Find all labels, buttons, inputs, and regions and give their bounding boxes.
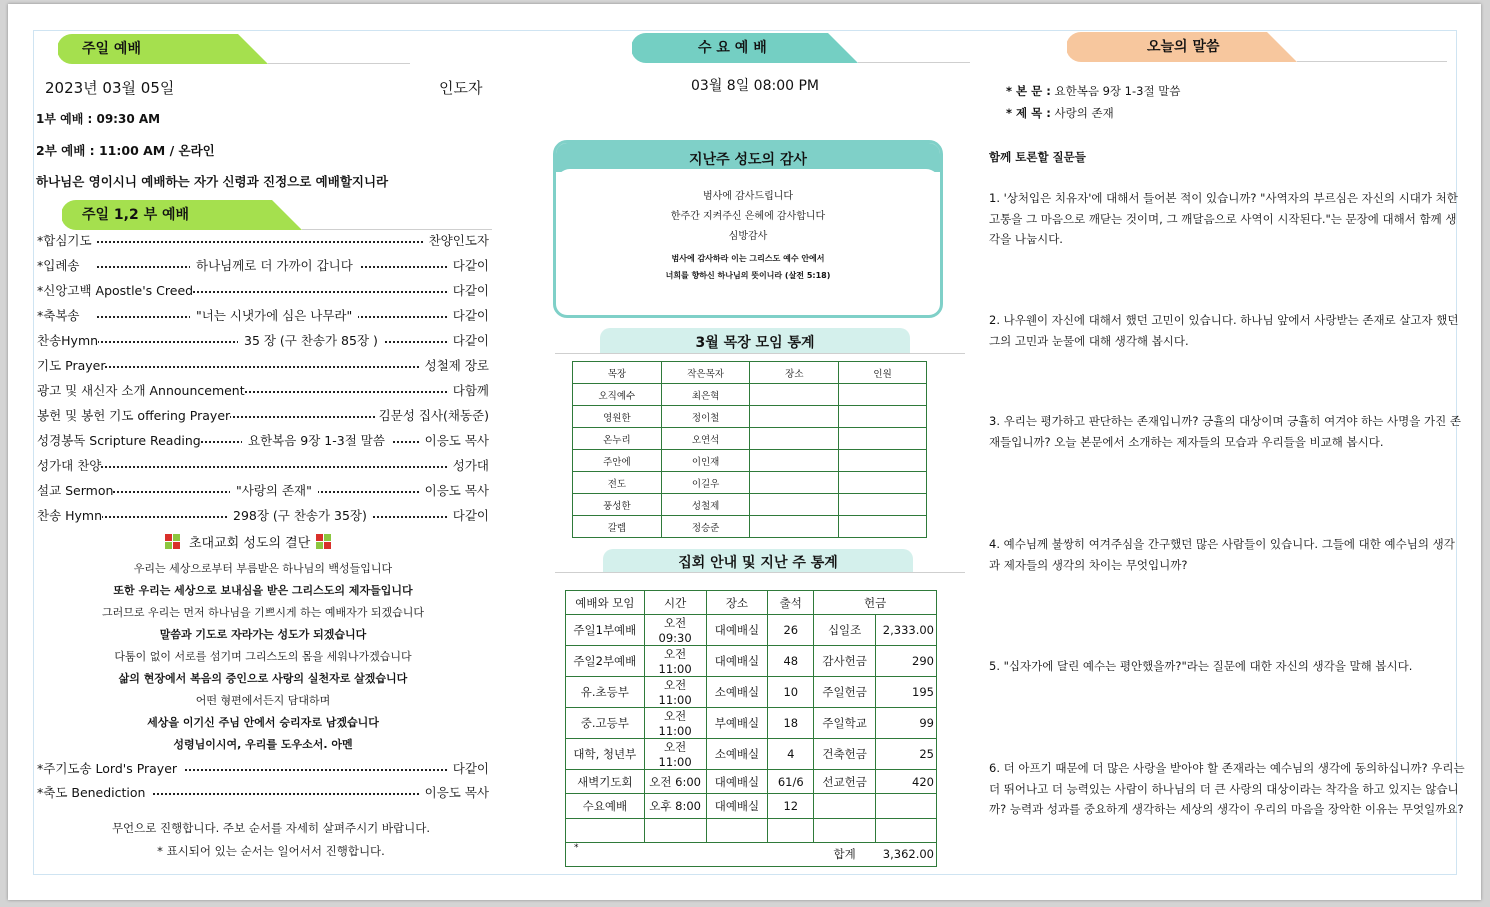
table-row — [573, 450, 927, 472]
service1-info — [36, 110, 160, 127]
table-cell: 소예배실 — [706, 739, 768, 770]
thanks-verse: 범사에 감사하라 이는 그리스도 예수 안에서 — [671, 254, 825, 263]
todays-word-tab — [1067, 32, 1297, 62]
table-cell: 이길우 — [661, 472, 750, 494]
table-row — [573, 406, 927, 428]
table-cell — [814, 794, 876, 818]
wednesday-service-tab — [632, 33, 858, 63]
creed-title-row — [165, 532, 334, 551]
table-cell — [839, 494, 927, 516]
table-row — [566, 708, 937, 739]
table-cell: 2,333.00 — [875, 615, 936, 646]
discussion-question: 3. 우리는 평가하고 판단하는 존재입니까? 긍휼의 대상이며 긍휼히 여겨야 하는 사명을 가진 존재들입니까? 오늘 본문에서 소개하는 제자들의 모습과 우리들을 비교해 봅시다. — [989, 414, 1461, 449]
header-cell: 예배와 모임 — [566, 591, 645, 615]
table-cell: 주안에 — [573, 450, 662, 472]
discussion-question: 4. 예수님께 불쌍히 여겨주심을 간구했던 많은 사람들이 있습니다. 그들에 대한 예수님의 생각과 제자들의 생각의 차이는 무엇입니까? — [989, 537, 1455, 572]
table-cell: 새벽기도회 — [566, 770, 645, 794]
table-cell: 48 — [768, 646, 814, 677]
header-cell: 장소 — [750, 362, 839, 384]
footer-note: * 표시되어 있는 순서는 일어서서 진행합니다. — [157, 844, 385, 858]
order-item: *축복송 — [37, 306, 79, 326]
order-item: *축도 Benediction — [37, 783, 151, 803]
table-cell: 오전 11:00 — [644, 677, 706, 708]
order-item: *신앙고백 Apostle's Creed — [37, 281, 193, 301]
table-cell — [750, 450, 839, 472]
header-cell: 출석 — [768, 591, 814, 615]
sunday-service-tab — [58, 34, 268, 64]
table-header-row — [566, 591, 937, 615]
order-detail: "너는 시냇가에 심은 나무라" — [190, 306, 358, 326]
table-cell: 대예배실 — [706, 646, 768, 677]
table-cell: 290 — [875, 646, 936, 677]
order-leader: 이응도 목사 — [421, 481, 489, 501]
order-leader: 김문성 집사(채동준) — [375, 406, 489, 426]
order-leader: 다같이 — [449, 506, 489, 526]
thanks-line: 한주간 지켜주신 은혜에 감사합니다 — [670, 211, 826, 222]
table-cell: 25 — [875, 739, 936, 770]
total-note: * — [566, 842, 814, 866]
church-icon — [316, 534, 334, 550]
table-cell: 오전 09:30 — [644, 615, 706, 646]
leader-dots — [97, 241, 459, 243]
table-row — [573, 472, 927, 494]
order-leader: 성철제 장로 — [421, 356, 489, 376]
order-item: 설교 Sermon — [37, 481, 113, 501]
order-item: 봉헌 및 봉헌 기도 offering Prayer — [37, 406, 230, 426]
leader-label: 인도자 — [439, 79, 483, 97]
order-item: 찬송Hymn — [37, 331, 98, 351]
thanks-verse: 너희를 향하신 하나님의 뜻이니라 (살전 5:18) — [665, 271, 831, 280]
creed-line: 그러므로 우리는 먼저 하나님을 기쁘시게 하는 예배자가 되겠습니다 — [101, 606, 424, 619]
table-cell — [750, 428, 839, 450]
table-cell: 오전 11:00 — [644, 708, 706, 739]
table-total-row — [566, 842, 937, 866]
tab-underline — [268, 63, 410, 64]
meeting-title: 집회 안내 및 지난 주 통계 — [678, 555, 838, 571]
order-row — [37, 356, 489, 376]
table-cell: 풍성한 — [573, 494, 662, 516]
discussion-question: 5. "십자가에 달린 예수는 평안했을까?"라는 질문에 대한 자신의 생각을 말해 봅시다. — [989, 659, 1413, 673]
order-row — [37, 456, 489, 476]
table-cell: 61/6 — [768, 770, 814, 794]
service2-info — [36, 141, 215, 159]
table-cell: 주일학교 — [814, 708, 876, 739]
discussion-question: 1. '상처입은 치유자'에 대해서 들어본 적이 있습니까? "사역자의 부르심은 자신의 시대가 처한 고통을 그 마음으로 깨닫는 것이며, 그 깨달음으로 사역이 시작된다."는 문장에 대해서 함께 생각을 나눕시다. — [989, 191, 1458, 246]
discussion-title: 함께 토론할 질문들 — [989, 150, 1086, 164]
order-item: 기도 Prayer — [37, 356, 105, 376]
table-cell — [875, 794, 936, 818]
table-row — [566, 739, 937, 770]
order-row — [37, 381, 489, 401]
meeting-stats-table — [565, 590, 937, 867]
order-item: 찬송 Hymn — [37, 506, 102, 526]
order-detail: 요한복음 9장 1-3절 말씀 — [242, 431, 391, 451]
table-row — [566, 818, 937, 842]
table-cell: 건축헌금 — [814, 739, 876, 770]
todays-word-title: 오늘의 말씀 — [1147, 39, 1220, 55]
table-cell: 정승준 — [661, 516, 750, 538]
table-cell: 오전 11:00 — [644, 739, 706, 770]
order-item: *입례송 — [37, 256, 79, 276]
table-cell: 갈렙 — [573, 516, 662, 538]
order-leader: 이응도 목사 — [421, 783, 489, 803]
table-cell: 12 — [768, 794, 814, 818]
table-row — [573, 516, 927, 538]
group-stats-table — [572, 361, 927, 538]
order-tab — [62, 200, 302, 230]
table-cell — [750, 516, 839, 538]
creed-line: 어떤 형편에서든지 담대하며 — [195, 694, 331, 707]
table-cell — [839, 516, 927, 538]
service1-label: 1부 예배 — [36, 112, 84, 126]
table-cell: 이인재 — [661, 450, 750, 472]
order-item: 광고 및 새신자 소개 Announcement — [37, 381, 245, 401]
table-row — [566, 794, 937, 818]
table-cell — [566, 818, 645, 842]
order-detail: 35 장 (구 찬송가 85장 ) — [238, 331, 384, 351]
order-leader: 다같이 — [449, 759, 489, 779]
creed-line: 또한 우리는 세상으로 보내심을 받은 그리스도의 제자들입니다 — [113, 584, 413, 597]
leader-dots — [97, 466, 459, 468]
total-value: 3,362.00 — [875, 842, 936, 866]
order-item: *합심기도 — [37, 231, 92, 251]
thanks-line: 범사에 감사드립니다 — [702, 191, 794, 202]
table-row — [566, 646, 937, 677]
table-cell: 정이철 — [661, 406, 750, 428]
table-cell: 주일헌금 — [814, 677, 876, 708]
tab-underline — [302, 229, 492, 230]
order-detail: 298장 (구 찬송가 35장) — [227, 506, 373, 526]
order-row — [37, 281, 489, 301]
footer-note: 무언으로 진행합니다. 주보 순서를 자세히 살펴주시기 바랍니다. — [111, 821, 431, 835]
table-cell: 영원한 — [573, 406, 662, 428]
table-cell: 소예배실 — [706, 677, 768, 708]
creed-line: 우리는 세상으로부터 부름받은 하나님의 백성들입니다 — [133, 562, 393, 575]
scripture-value: 요한복음 9장 1-3절 말씀 — [1054, 84, 1181, 98]
thanks-title: 지난주 성도의 감사 — [689, 152, 807, 168]
sermon-title-row — [1006, 105, 1114, 121]
wednesday-service-title: 수 요 예 배 — [698, 40, 767, 56]
header-cell: 작은목자 — [661, 362, 750, 384]
header-cell: 장소 — [706, 591, 768, 615]
order-row — [37, 759, 489, 779]
thanks-inner — [556, 169, 940, 189]
creed-line: 삶의 현장에서 복음의 증인으로 사랑의 실천자로 살겠습니다 — [118, 672, 408, 685]
table-cell: 99 — [875, 708, 936, 739]
table-row — [573, 494, 927, 516]
creed-line: 다툼이 없이 서로를 섬기며 그리스도의 몸을 세워나가겠습니다 — [114, 650, 412, 663]
header-cell: 헌금 — [814, 591, 937, 615]
table-cell — [839, 384, 927, 406]
table-cell — [839, 472, 927, 494]
stats-title: 3월 목장 모임 통계 — [695, 335, 815, 351]
table-cell: 오직예수 — [573, 384, 662, 406]
sermon-title-label: * 제 목 : — [1006, 106, 1051, 120]
table-cell: 10 — [768, 677, 814, 708]
table-cell — [750, 384, 839, 406]
creed-line: 성령님이시여, 우리를 도우소서. 아멘 — [173, 738, 353, 751]
wednesday-time: 03월 8일 08:00 PM — [691, 78, 819, 94]
table-cell — [839, 450, 927, 472]
table-cell: 성철제 — [661, 494, 750, 516]
table-cell — [875, 818, 936, 842]
order-leader: 다같이 — [449, 306, 489, 326]
thanks-line: 심방감사 — [728, 231, 768, 242]
table-cell: 부예배실 — [706, 708, 768, 739]
tab-underline — [858, 62, 970, 63]
table-cell: 대예배실 — [706, 794, 768, 818]
table-cell: 선교헌금 — [814, 770, 876, 794]
order-detail: "사랑의 존재" — [230, 481, 318, 501]
order-item: 성경봉독 Scripture Reading — [37, 431, 201, 451]
creed-line: 세상을 이기신 주님 안에서 승리자로 남겠습니다 — [147, 716, 379, 729]
table-cell — [750, 494, 839, 516]
table-cell — [814, 818, 876, 842]
order-leader: 다같이 — [449, 331, 489, 351]
sunday-service-title: 주일 예배 — [82, 41, 141, 57]
table-cell — [750, 406, 839, 428]
order-row — [37, 231, 489, 251]
table-cell: 감사헌금 — [814, 646, 876, 677]
table-cell: 중.고등부 — [566, 708, 645, 739]
table-cell: 수요예배 — [566, 794, 645, 818]
order-row — [37, 481, 489, 501]
table-cell: 오후 8:00 — [644, 794, 706, 818]
table-cell: 전도 — [573, 472, 662, 494]
table-cell: 4 — [768, 739, 814, 770]
scripture-text-row — [1006, 83, 1180, 99]
total-label: 합계 — [814, 842, 876, 866]
table-cell: 최은혁 — [661, 384, 750, 406]
order-leader: 이응도 목사 — [421, 431, 489, 451]
table-cell — [750, 472, 839, 494]
table-cell: 주일2부예배 — [566, 646, 645, 677]
discussion-question: 6. 더 아프기 때문에 더 많은 사랑을 받아야 할 존재라는 예수님의 생각에 동의하십니까? 우리는 더 뛰어나고 더 능력있는 사람이 하나님의 더 큰 사랑의 대상이라는 착각을 하고 있지는 않습니까? 능력과 성과를 중요하게 생각하는 세상의 생각이 우리의 마음을 장악한 이유는 무엇일까요? — [989, 761, 1465, 816]
order-leader: 찬양인도자 — [425, 231, 489, 251]
table-cell — [839, 428, 927, 450]
order-row — [37, 306, 489, 326]
service2-time: : 11:00 AM / 온라인 — [85, 143, 215, 158]
title-underline — [555, 353, 965, 354]
scripture-label: * 본 문 : — [1006, 84, 1051, 98]
table-cell: 420 — [875, 770, 936, 794]
order-leader: 다같이 — [449, 256, 489, 276]
table-cell: 195 — [875, 677, 936, 708]
order-row — [37, 331, 489, 351]
bible-verse: 하나님은 영이시니 예배하는 자가 신령과 진정으로 예배할지니라 — [36, 174, 389, 189]
table-row — [573, 384, 927, 406]
creed-title: 초대교회 성도의 결단 — [189, 536, 311, 551]
table-cell: 십일조 — [814, 615, 876, 646]
tab-underline — [1297, 61, 1447, 62]
order-row — [37, 506, 489, 526]
service-date: 2023년 03월 05일 — [45, 79, 175, 97]
order-row — [37, 431, 489, 451]
table-cell: 26 — [768, 615, 814, 646]
order-title: 주일 1,2 부 예배 — [82, 207, 190, 223]
table-cell: 유.초등부 — [566, 677, 645, 708]
table-cell: 주일1부예배 — [566, 615, 645, 646]
header-cell: 인원 — [839, 362, 927, 384]
sermon-title-value: 사랑의 존재 — [1054, 106, 1114, 120]
table-cell — [768, 818, 814, 842]
order-row — [37, 406, 489, 426]
title-underline — [555, 572, 965, 573]
header-cell: 목장 — [573, 362, 662, 384]
order-leader: 성가대 — [449, 456, 489, 476]
table-cell: 대예배실 — [706, 615, 768, 646]
table-cell: 대학, 청년부 — [566, 739, 645, 770]
order-item: 성가대 찬양 — [37, 456, 101, 476]
order-leader: 다함께 — [449, 381, 489, 401]
table-cell: 18 — [768, 708, 814, 739]
service1-time: : 09:30 AM — [83, 112, 161, 126]
table-row — [573, 428, 927, 450]
service2-label: 2부 예배 — [36, 143, 86, 158]
table-row — [566, 615, 937, 646]
discussion-question: 2. 나우웬이 자신에 대해서 했던 고민이 있습니다. 하나님 앞에서 사랑받는 존재로 살고자 했던 그의 고민과 눈물에 대해 생각해 봅시다. — [989, 313, 1459, 348]
creed-line: 말씀과 기도로 자라가는 성도가 되겠습니다 — [159, 628, 367, 641]
table-header-row — [573, 362, 927, 384]
table-cell — [644, 818, 706, 842]
table-cell — [839, 406, 927, 428]
table-cell: 온누리 — [573, 428, 662, 450]
table-cell: 오연석 — [661, 428, 750, 450]
table-cell — [706, 818, 768, 842]
table-row — [566, 677, 937, 708]
thanks-box — [553, 140, 943, 318]
church-icon — [165, 534, 183, 550]
order-row — [37, 256, 489, 276]
order-item: *주기도송 Lord's Prayer — [37, 759, 183, 779]
order-leader: 다같이 — [449, 281, 489, 301]
header-cell: 시간 — [644, 591, 706, 615]
table-cell: 오전 6:00 — [644, 770, 706, 794]
table-cell: 대예배실 — [706, 770, 768, 794]
order-detail: 하나님께로 더 가까이 갑니다 — [190, 256, 359, 276]
order-row — [37, 783, 489, 803]
leader-dots — [97, 366, 459, 368]
table-row — [566, 770, 937, 794]
table-cell: 오전 11:00 — [644, 646, 706, 677]
